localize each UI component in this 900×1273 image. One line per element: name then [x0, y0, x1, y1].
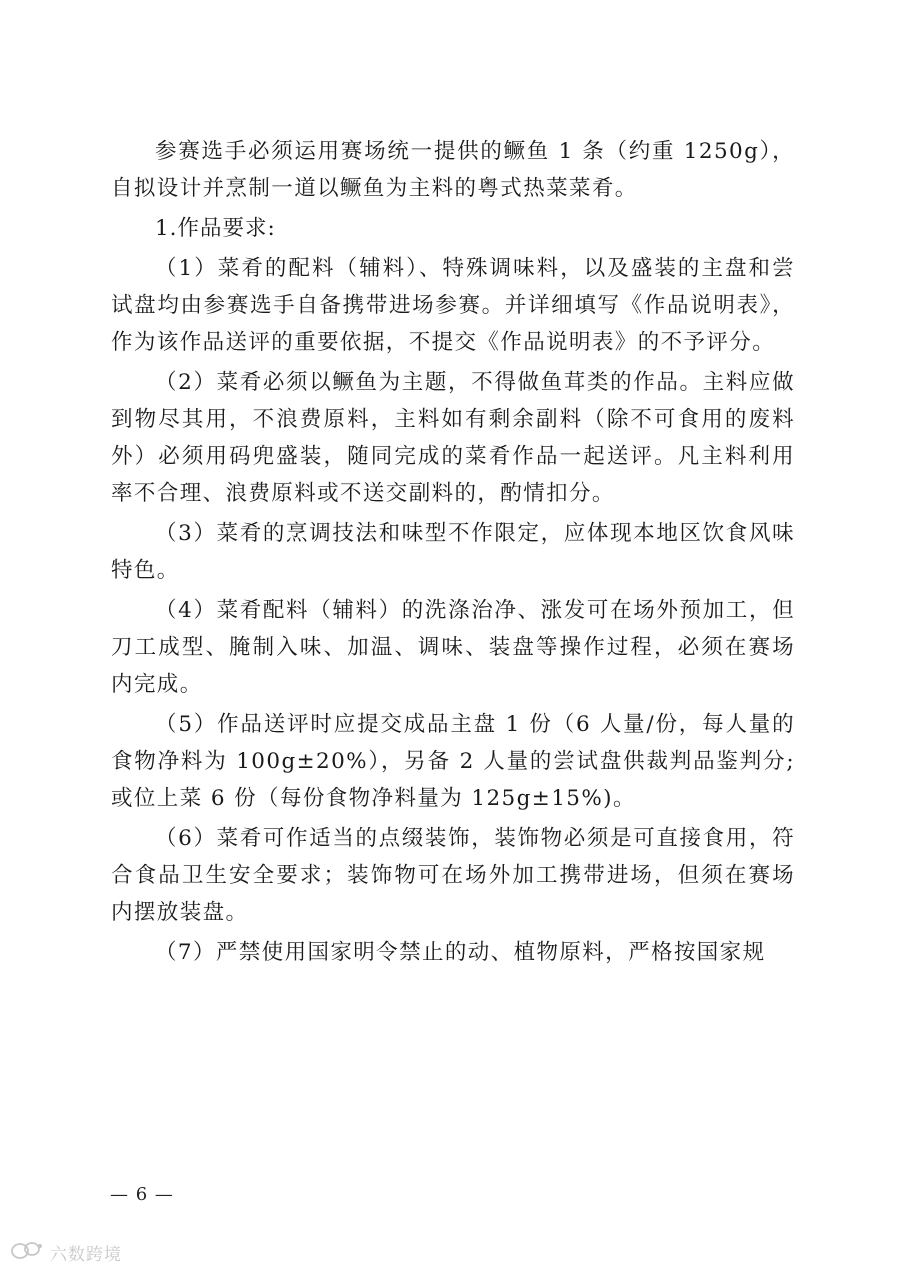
paragraph-item-4: （4）菜肴配料（辅料）的洗涤治净、涨发可在场外预加工，但刀工成型、腌制入味、加温、调味、装盘等操作过程，必须在赛场内完成。: [111, 598, 795, 697]
watermark: [10, 1240, 122, 1265]
paragraph-item-2: （2）菜肴必须以鳜鱼为主题，不得做鱼茸类的作品。主料应做到物尽其用，不浪费原料，主料如有剩余副料（除不可食用的废料外）必须用码兜盛装，随同完成的菜肴作品一起送评。凡主料利用率不合理、浪费原料或不送交副料的，酌情扣分。: [111, 370, 795, 506]
paragraph-item-3: （3）菜肴的烹调技法和味型不作限定，应体现本地区饮食风味特色。: [111, 521, 795, 583]
watermark-text: 六数跨境: [50, 1245, 122, 1265]
paragraph-item-7: （7）严禁使用国家明令禁止的动、植物原料，严格按国家规: [155, 940, 766, 965]
section-heading-requirements: 1.作品要求:: [155, 216, 276, 241]
paragraph-item-6: （6）菜肴可作适当的点缀装饰，装饰物必须是可直接食用，符合食品卫生安全要求；装饰物可在场外加工携带进场，但须在赛场内摆放装盘。: [111, 826, 795, 925]
document-body: [111, 133, 795, 971]
chat-bubble-logo-icon: [10, 1241, 44, 1265]
paragraph-intro: 参赛选手必须运用赛场统一提供的鳜鱼 1 条（约重 1250g），自拟设计并烹制一道以鳜鱼为主料的粤式热菜菜肴。: [111, 139, 795, 201]
paragraph-item-1: （1）菜肴的配料（辅料）、特殊调味料，以及盛装的主盘和尝试盘均由参赛选手自备携带进场参赛。并详细填写《作品说明表》，作为该作品送评的重要依据，不提交《作品说明表》的不予评分。: [111, 256, 795, 355]
page-number: — 6 —: [110, 1184, 174, 1205]
paragraph-item-5: （5）作品送评时应提交成品主盘 1 份（6 人量/份，每人量的食物净料为 100g±20%），另备 2 人量的尝试盘供裁判品鉴判分;或位上菜 6 份（每份食物净料量为 125g±15%)。: [111, 712, 795, 811]
